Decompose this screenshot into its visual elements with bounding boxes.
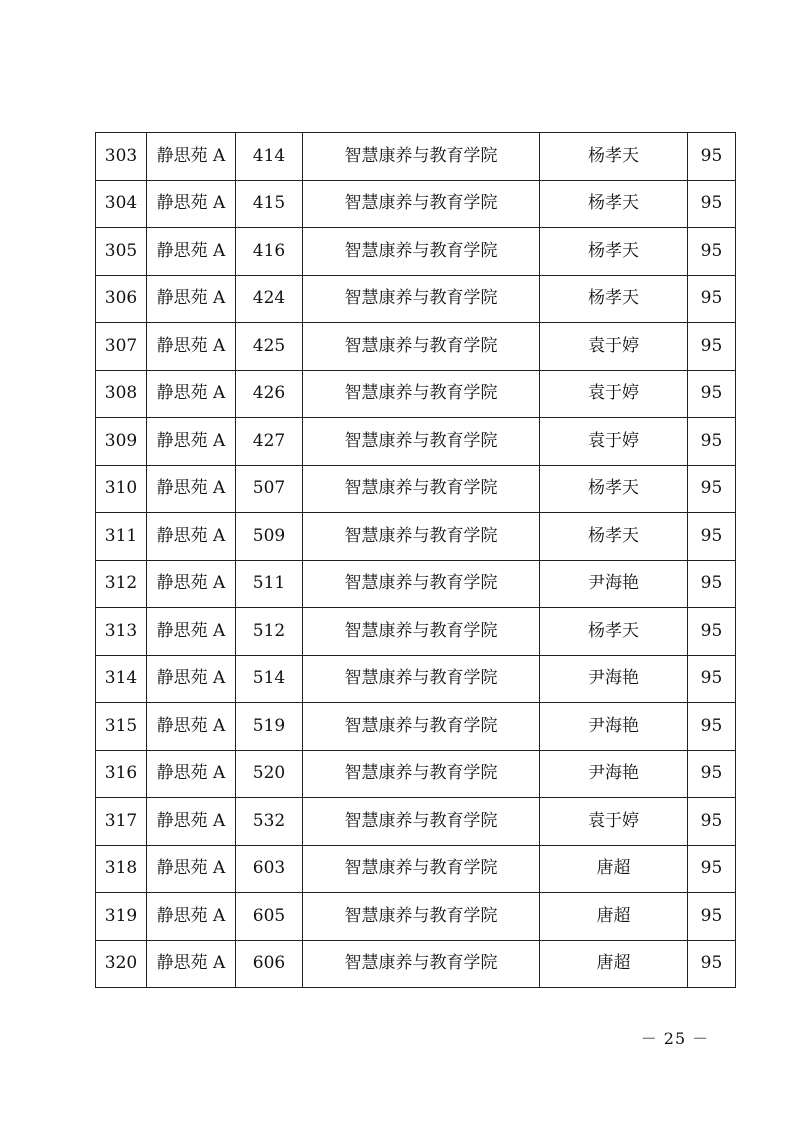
table-row: [96, 798, 736, 846]
college-cell: 智慧康养与教育学院: [303, 275, 540, 323]
room-number-cell: 519: [236, 703, 303, 751]
score-cell: 95: [688, 180, 736, 228]
table-row: [96, 275, 736, 323]
inspector-name-cell: 袁于婷: [540, 798, 688, 846]
table-row: [96, 940, 736, 988]
score-cell: 95: [688, 655, 736, 703]
building-cell: 静思苑 A: [147, 560, 236, 608]
building-cell: 静思苑 A: [147, 370, 236, 418]
college-cell: 智慧康养与教育学院: [303, 703, 540, 751]
score-cell: 95: [688, 940, 736, 988]
row-number-cell: 306: [96, 275, 147, 323]
room-number-cell: 511: [236, 560, 303, 608]
room-number-cell: 414: [236, 133, 303, 181]
building-cell: 静思苑 A: [147, 418, 236, 466]
building-cell: 静思苑 A: [147, 940, 236, 988]
college-cell: 智慧康养与教育学院: [303, 893, 540, 941]
building-cell: 静思苑 A: [147, 608, 236, 656]
building-cell: 静思苑 A: [147, 513, 236, 561]
row-number-cell: 319: [96, 893, 147, 941]
table-row: [96, 703, 736, 751]
inspector-name-cell: 尹海艳: [540, 560, 688, 608]
inspector-name-cell: 尹海艳: [540, 655, 688, 703]
building-cell: 静思苑 A: [147, 750, 236, 798]
college-cell: 智慧康养与教育学院: [303, 465, 540, 513]
room-number-cell: 605: [236, 893, 303, 941]
room-number-cell: 424: [236, 275, 303, 323]
inspector-name-cell: 唐超: [540, 893, 688, 941]
room-number-cell: 427: [236, 418, 303, 466]
inspector-name-cell: 杨孝天: [540, 133, 688, 181]
table-row: [96, 513, 736, 561]
room-number-cell: 603: [236, 845, 303, 893]
college-cell: 智慧康养与教育学院: [303, 655, 540, 703]
row-number-cell: 307: [96, 323, 147, 371]
score-cell: 95: [688, 845, 736, 893]
row-number-cell: 309: [96, 418, 147, 466]
college-cell: 智慧康养与教育学院: [303, 608, 540, 656]
inspector-name-cell: 尹海艳: [540, 750, 688, 798]
row-number-cell: 311: [96, 513, 147, 561]
inspector-name-cell: 杨孝天: [540, 513, 688, 561]
inspector-name-cell: 杨孝天: [540, 608, 688, 656]
college-cell: 智慧康养与教育学院: [303, 940, 540, 988]
row-number-cell: 318: [96, 845, 147, 893]
row-number-cell: 313: [96, 608, 147, 656]
table-row: [96, 323, 736, 371]
row-number-cell: 315: [96, 703, 147, 751]
score-cell: 95: [688, 798, 736, 846]
inspector-name-cell: 唐超: [540, 940, 688, 988]
college-cell: 智慧康养与教育学院: [303, 133, 540, 181]
college-cell: 智慧康养与教育学院: [303, 228, 540, 276]
room-number-cell: 415: [236, 180, 303, 228]
college-cell: 智慧康养与教育学院: [303, 418, 540, 466]
building-cell: 静思苑 A: [147, 323, 236, 371]
room-number-cell: 426: [236, 370, 303, 418]
table-row: [96, 845, 736, 893]
row-number-cell: 312: [96, 560, 147, 608]
inspector-name-cell: 袁于婷: [540, 418, 688, 466]
page-number: － 25 －: [640, 1029, 710, 1048]
table-row: [96, 655, 736, 703]
inspector-name-cell: 杨孝天: [540, 465, 688, 513]
score-cell: 95: [688, 513, 736, 561]
table-row: [96, 608, 736, 656]
score-cell: 95: [688, 750, 736, 798]
score-cell: 95: [688, 893, 736, 941]
building-cell: 静思苑 A: [147, 275, 236, 323]
table-row: [96, 465, 736, 513]
building-cell: 静思苑 A: [147, 655, 236, 703]
room-number-cell: 425: [236, 323, 303, 371]
table-row: [96, 750, 736, 798]
score-cell: 95: [688, 465, 736, 513]
score-cell: 95: [688, 608, 736, 656]
table-row: [96, 418, 736, 466]
score-cell: 95: [688, 703, 736, 751]
score-cell: 95: [688, 323, 736, 371]
row-number-cell: 308: [96, 370, 147, 418]
row-number-cell: 310: [96, 465, 147, 513]
college-cell: 智慧康养与教育学院: [303, 845, 540, 893]
table-row: [96, 893, 736, 941]
college-cell: 智慧康养与教育学院: [303, 750, 540, 798]
college-cell: 智慧康养与教育学院: [303, 370, 540, 418]
table-row: [96, 180, 736, 228]
table-body: [96, 133, 736, 988]
table-row: [96, 228, 736, 276]
score-cell: 95: [688, 560, 736, 608]
building-cell: 静思苑 A: [147, 180, 236, 228]
row-number-cell: 320: [96, 940, 147, 988]
inspector-name-cell: 杨孝天: [540, 228, 688, 276]
table-row: [96, 560, 736, 608]
row-number-cell: 304: [96, 180, 147, 228]
row-number-cell: 316: [96, 750, 147, 798]
college-cell: 智慧康养与教育学院: [303, 798, 540, 846]
building-cell: 静思苑 A: [147, 893, 236, 941]
building-cell: 静思苑 A: [147, 133, 236, 181]
building-cell: 静思苑 A: [147, 465, 236, 513]
row-number-cell: 303: [96, 133, 147, 181]
room-number-cell: 520: [236, 750, 303, 798]
room-number-cell: 532: [236, 798, 303, 846]
row-number-cell: 314: [96, 655, 147, 703]
score-cell: 95: [688, 133, 736, 181]
building-cell: 静思苑 A: [147, 798, 236, 846]
inspector-name-cell: 杨孝天: [540, 275, 688, 323]
score-cell: 95: [688, 370, 736, 418]
dormitory-score-table: [95, 132, 736, 988]
room-number-cell: 606: [236, 940, 303, 988]
inspector-name-cell: 唐超: [540, 845, 688, 893]
room-number-cell: 507: [236, 465, 303, 513]
score-cell: 95: [688, 418, 736, 466]
inspector-name-cell: 袁于婷: [540, 323, 688, 371]
row-number-cell: 317: [96, 798, 147, 846]
inspector-name-cell: 袁于婷: [540, 370, 688, 418]
score-cell: 95: [688, 228, 736, 276]
college-cell: 智慧康养与教育学院: [303, 180, 540, 228]
college-cell: 智慧康养与教育学院: [303, 560, 540, 608]
college-cell: 智慧康养与教育学院: [303, 513, 540, 561]
row-number-cell: 305: [96, 228, 147, 276]
college-cell: 智慧康养与教育学院: [303, 323, 540, 371]
room-number-cell: 512: [236, 608, 303, 656]
building-cell: 静思苑 A: [147, 845, 236, 893]
table-row: [96, 370, 736, 418]
room-number-cell: 416: [236, 228, 303, 276]
building-cell: 静思苑 A: [147, 703, 236, 751]
building-cell: 静思苑 A: [147, 228, 236, 276]
score-cell: 95: [688, 275, 736, 323]
inspector-name-cell: 杨孝天: [540, 180, 688, 228]
room-number-cell: 509: [236, 513, 303, 561]
table-row: [96, 133, 736, 181]
inspector-name-cell: 尹海艳: [540, 703, 688, 751]
room-number-cell: 514: [236, 655, 303, 703]
